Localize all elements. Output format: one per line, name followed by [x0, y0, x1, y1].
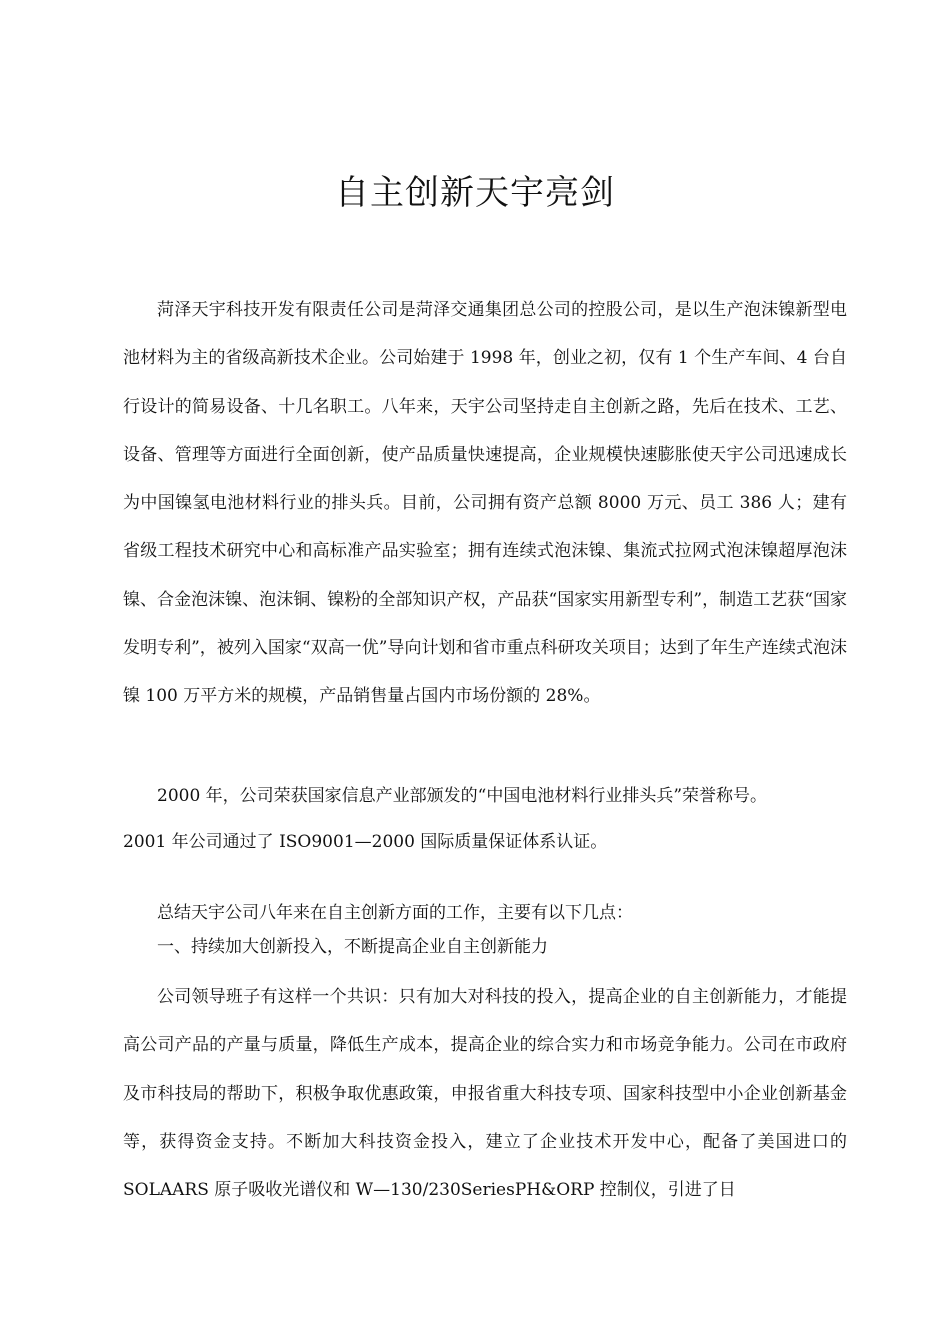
paragraph-iso-2001: 2001 年公司通过了 ISO9001—2000 国际质量保证体系认证。 — [123, 832, 608, 852]
paragraph-investment: 公司领导班子有这样一个共识：只有加大对科技的投入，提高企业的自主创新能力，才能提高公司产品的产量与质量，降低生产成本，提高企业的综合实力和市场竞争能力。公司在市政府及市科技局的帮助下，积极争取优惠政策，申报省重大科技专项、国家科技型中小企业创新基金等，获得资金支持。不断加大科技资金投入，建立了企业技术开发中心，配备了美国进口的 SOLAARS 原子吸收光谱仪和 W—130/230SeriesPH&ORP 控制仪，引进了日 — [123, 987, 847, 1201]
document-title: 自主创新天宇亮剑 — [335, 173, 615, 213]
paragraph-company-intro: 菏泽天宇科技开发有限责任公司是菏泽交通集团总公司的控股公司，是以生产泡沫镍新型电池材料为主的省级高新技术企业。公司始建于 1998 年，创业之初，仅有 1 个生产车间、4 台自行设计的简易设备、十几名职工。八年来，天宇公司坚持走自主创新之路，先后在技术、工艺、设备、管理等方面进行全面创新，使产品质量快速提高，企业规模快速膨胀使天宇公司迅速成长为中国镍氢电池材料行业的排头兵。目前，公司拥有资产总额 8000 万元、员工 386 人；建有省级工程技术研究中心和高标准产品实验室；拥有连续式泡沫镍、集流式拉网式泡沫镍超厚泡沫镍、合金泡沫镍、泡沫铜、镍粉的全部知识产权，产品获“国家实用新型专利”，制造工艺获“国家发明专利”，被列入国家“双高一优”导向计划和省市重点科研攻关项目；达到了年生产连续式泡沫镍 100 万平方米的规模，产品销售量占国内市场份额的 28%。 — [123, 300, 847, 707]
paragraph-summary-intro: 总结天宇公司八年来在自主创新方面的工作，主要有以下几点： — [157, 903, 633, 923]
section-heading-1: 一、持续加大创新投入，不断提高企业自主创新能力 — [157, 937, 548, 957]
paragraph-honor-2000: 2000 年，公司荣获国家信息产业部颁发的“中国电池材料行业排头兵”荣誉称号。 — [157, 786, 768, 806]
